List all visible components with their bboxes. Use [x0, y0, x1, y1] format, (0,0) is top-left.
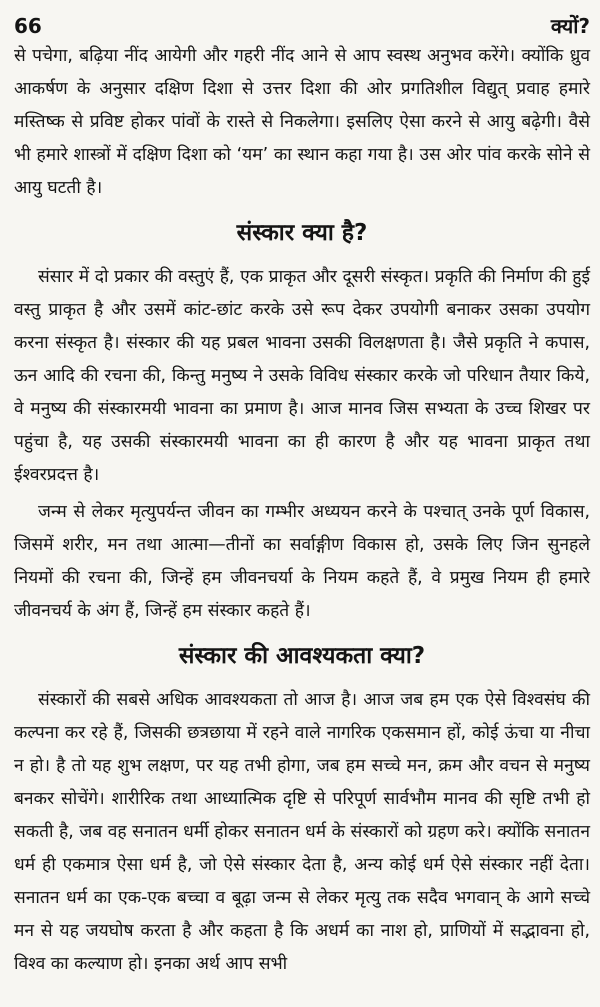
section-heading: संस्कार की आवश्यकता क्या?: [178, 643, 426, 669]
paragraph: संसार में दो प्रकार की वस्तुएं हैं, एक प्राकृत और दूसरी संस्कृत। प्रकृति की निर्माण की हुई वस्तु प्राकृत है और उसमें कांट-छांट करके उसे रूप देकर उपयोगी बनाकर उसका उपयोग करना संस्कृत है। संस्कार की यह प्रबल भावना उसकी विलक्षणता है। जैसे प्रकृति ने कपास, ऊन आदि की रचना की, किन्तु मनुष्य ने उसके विविध संस्कार करके जो परिधान तैयार किये, वे मनुष्य की संस्कारमयी भावना का प्रमाण है। आज मानव जिस सभ्यता के उच्च शिखर पर पहुंचा है, यह उसकी संस्कारमयी भावना का ही कारण है और यह भावना प्राकृत तथा ईश्वरप्रदत्त है।: [14, 267, 590, 485]
paragraph-continued: से पचेगा, बढ़िया नींद आयेगी और गहरी नींद आने से आप स्वस्थ अनुभव करेंगे। क्योंकि ध्रुव आकर्षण के अनुसार दक्षिण दिशा से उत्तर दिशा की ओर प्रगतिशील विद्युत् प्रवाह हमारे मस्तिष्क से प्रविष्ट होकर पांवों के रास्ते से निकलेगा। इसलिए ऐसा करने से आयु बढ़ेगी। वैसे भी हमारे शास्त्रों में दक्षिण दिशा को ‘यम’ का स्थान कहा गया है। उस ओर पांव करके सोने से आयु घटती है।: [14, 46, 590, 198]
page-header: [14, 0, 590, 40]
paragraph: संस्कारों की सबसे अधिक आवश्यकता तो आज है। आज जब हम एक ऐसे विश्वसंघ की कल्पना कर रहे हैं, जिसकी छत्रछाया में रहने वाले नागरिक एकसमान हों, कोई ऊंचा या नीचा न हो। है तो यह शुभ लक्षण, पर यह तभी होगा, जब हम सच्चे मन, क्रम और वचन से मनुष्य बनकर सोचेंगे। शारीरिक तथा आध्यात्मिक दृष्टि से परिपूर्ण सार्वभौम मानव की सृष्टि तभी हो सकती है, जब वह सनातन धर्मी होकर सनातन धर्म के संस्कारों को ग्रहण करे। क्योंकि सनातन धर्म ही एकमात्र ऐसा धर्म है, जो ऐसे संस्कार देता है, अन्य कोई धर्म ऐसे संस्कार नहीं देता। सनातन धर्म का एक-एक बच्चा व बूढ़ा जन्म से लेकर मृत्यु तक सदैव भगवान् के आगे सच्चे मन से यह जयघोष करता है और कहता है कि अधर्म का नाश हो, प्राणियों में सद्भावना हो, विश्व का कल्याण हो। इनका अर्थ आप सभी: [14, 690, 590, 974]
paragraph: जन्म से लेकर मृत्युपर्यन्त जीवन का गम्भीर अध्ययन करने के पश्चात् उनके पूर्ण विकास, जिसमें शरीर, मन तथा आत्मा—तीनों का सर्वाङ्गीण विकास हो, उसके लिए जिन सुनहले नियमों की रचना की, जिन्हें हम जीवनचर्या के नियम कहते हैं, वे प्रमुख नियम ही हमारे जीवनचर्य के अंग हैं, जिन्हें हम संस्कार कहते हैं।: [14, 502, 590, 621]
running-title: क्यों?: [550, 14, 590, 38]
section-heading: संस्कार क्या है?: [236, 220, 368, 246]
page-number: 66: [14, 14, 42, 38]
